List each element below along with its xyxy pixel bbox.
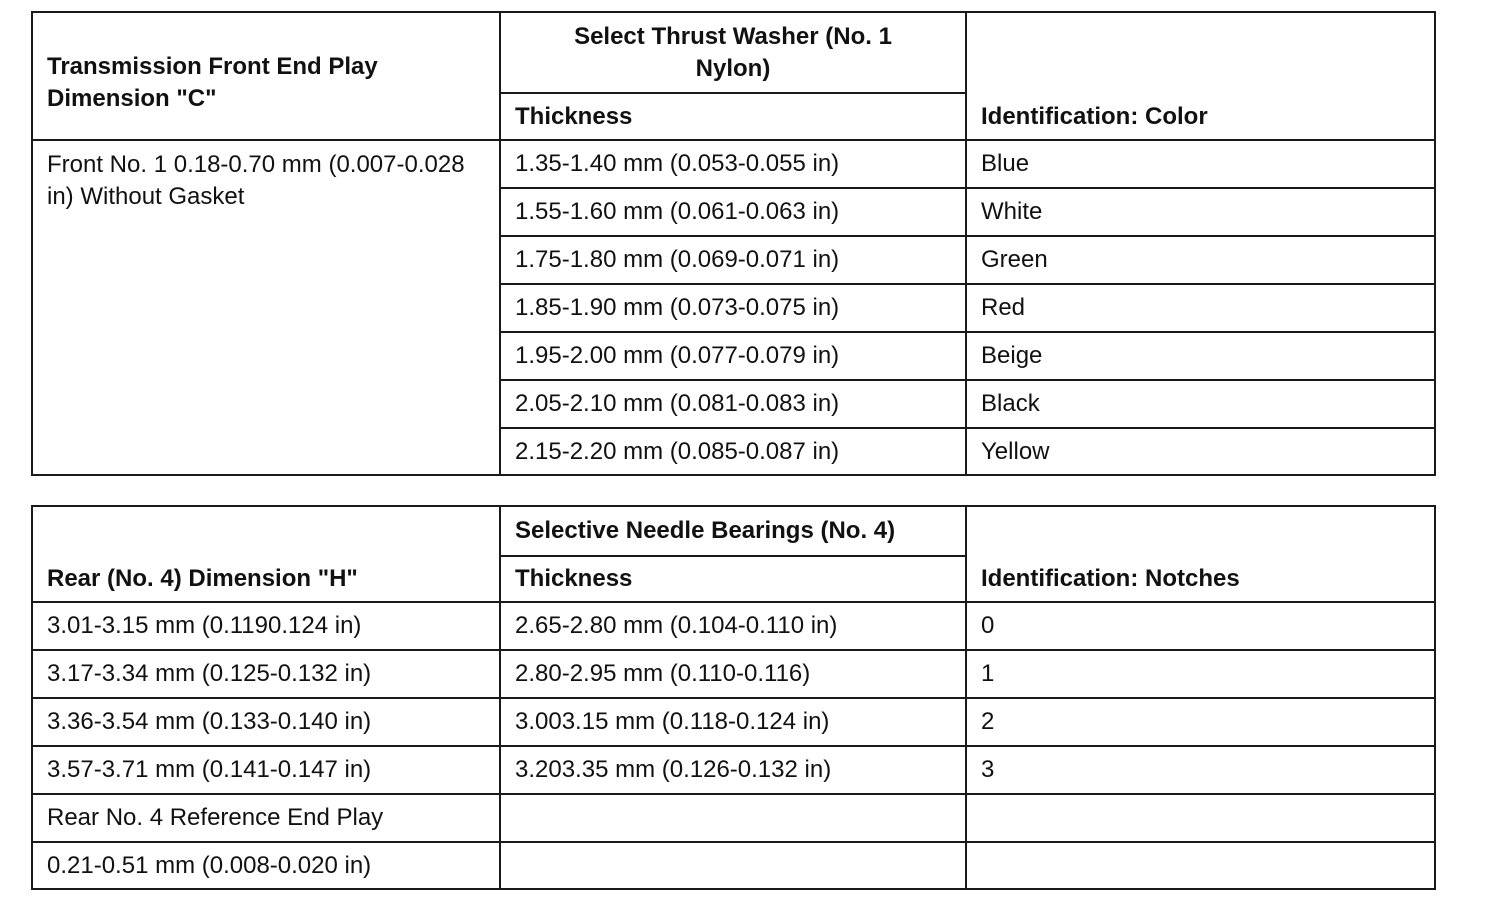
front-color-cell: Black bbox=[966, 380, 1435, 428]
front-dimension-value: Front No. 1 0.18-0.70 mm (0.007-0.028 in) Without Gasket bbox=[32, 140, 500, 475]
rear-dimension-cell: 3.01-3.15 mm (0.1190.124 in) bbox=[32, 602, 500, 650]
front-thickness-cell: 2.05-2.10 mm (0.081-0.083 in) bbox=[500, 380, 966, 428]
rear-identification-header: Identification: Notches bbox=[966, 506, 1435, 602]
front-thickness-cell: 1.95-2.00 mm (0.077-0.079 in) bbox=[500, 332, 966, 380]
front-thickness-cell: 1.55-1.60 mm (0.061-0.063 in) bbox=[500, 188, 966, 236]
empty-cell bbox=[966, 842, 1435, 889]
rear-notches-cell: 2 bbox=[966, 698, 1435, 746]
rear-thickness-cell: 3.203.35 mm (0.126-0.132 in) bbox=[500, 746, 966, 794]
front-identification-header: Identification: Color bbox=[966, 12, 1435, 140]
front-thickness-header: Thickness bbox=[500, 93, 966, 140]
front-color-cell: Blue bbox=[966, 140, 1435, 188]
front-color-cell: Green bbox=[966, 236, 1435, 284]
rear-notches-cell: 3 bbox=[966, 746, 1435, 794]
empty-cell bbox=[966, 794, 1435, 842]
front-thickness-cell: 1.75-1.80 mm (0.069-0.071 in) bbox=[500, 236, 966, 284]
rear-thickness-cell: 3.003.15 mm (0.118-0.124 in) bbox=[500, 698, 966, 746]
front-color-cell: White bbox=[966, 188, 1435, 236]
front-thickness-cell: 1.85-1.90 mm (0.073-0.075 in) bbox=[500, 284, 966, 332]
rear-thickness-cell: 2.65-2.80 mm (0.104-0.110 in) bbox=[500, 602, 966, 650]
empty-cell bbox=[500, 842, 966, 889]
rear-dimension-cell: 3.17-3.34 mm (0.125-0.132 in) bbox=[32, 650, 500, 698]
rear-dimension-header: Rear (No. 4) Dimension "H" bbox=[32, 506, 500, 602]
front-thrust-washer-table bbox=[31, 11, 1436, 476]
rear-thickness-cell: 2.80-2.95 mm (0.110-0.116) bbox=[500, 650, 966, 698]
rear-dimension-cell: 3.57-3.71 mm (0.141-0.147 in) bbox=[32, 746, 500, 794]
front-color-cell: Red bbox=[966, 284, 1435, 332]
rear-dimension-cell: 3.36-3.54 mm (0.133-0.140 in) bbox=[32, 698, 500, 746]
thrust-washer-group-header: Select Thrust Washer (No. 1 Nylon) bbox=[500, 12, 966, 93]
front-color-cell: Yellow bbox=[966, 428, 1435, 475]
needle-bearing-group-header: Selective Needle Bearings (No. 4) bbox=[500, 506, 966, 556]
front-thickness-cell: 2.15-2.20 mm (0.085-0.087 in) bbox=[500, 428, 966, 475]
rear-notches-cell: 1 bbox=[966, 650, 1435, 698]
rear-thickness-header: Thickness bbox=[500, 556, 966, 602]
rear-reference-label: Rear No. 4 Reference End Play bbox=[32, 794, 500, 842]
rear-reference-value: 0.21-0.51 mm (0.008-0.020 in) bbox=[32, 842, 500, 889]
front-color-cell: Beige bbox=[966, 332, 1435, 380]
front-thickness-cell: 1.35-1.40 mm (0.053-0.055 in) bbox=[500, 140, 966, 188]
empty-cell bbox=[500, 794, 966, 842]
rear-needle-bearing-table bbox=[31, 505, 1436, 890]
rear-notches-cell: 0 bbox=[966, 602, 1435, 650]
front-dimension-header: Transmission Front End Play Dimension "C" bbox=[32, 12, 500, 140]
